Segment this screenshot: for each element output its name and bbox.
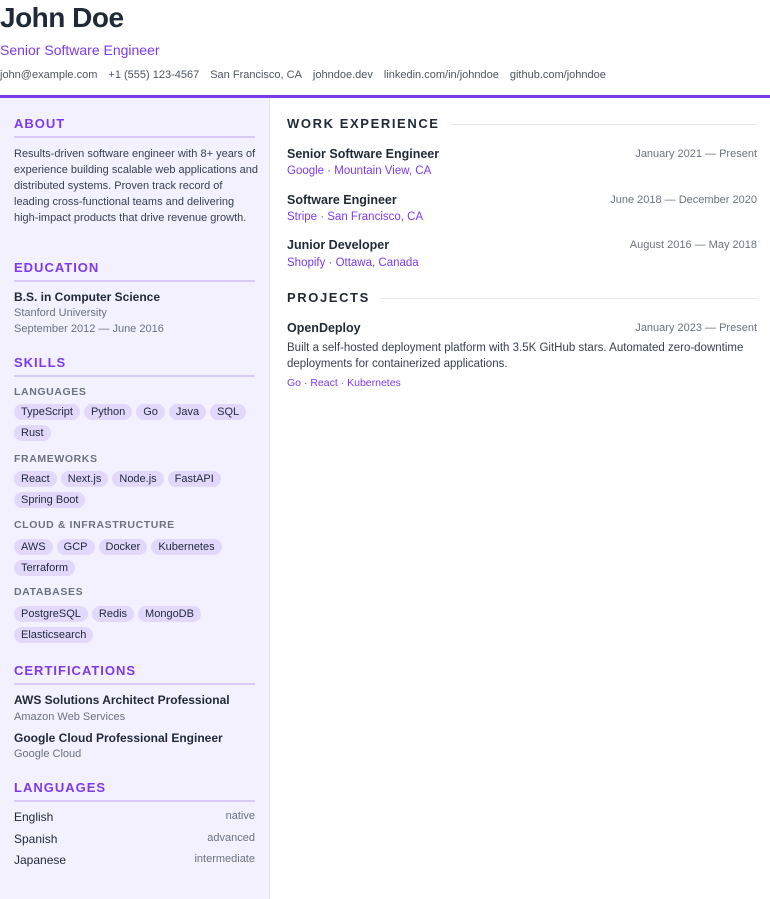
- certification-name: AWS Solutions Architect Professional: [14, 693, 230, 707]
- contact-line: [0, 68, 617, 82]
- skill-tag: React: [14, 471, 57, 487]
- language-level: advanced: [207, 832, 255, 844]
- work-experience-heading: [287, 116, 757, 132]
- job-entry: [287, 147, 757, 187]
- languages-heading: LANGUAGES: [14, 780, 255, 802]
- job-title: Senior Software Engineer: [287, 147, 440, 161]
- skill-tag: Next.js: [61, 471, 109, 487]
- skill-tag: Python: [84, 404, 132, 420]
- skill-tag: SQL: [210, 404, 246, 420]
- skill-category-frameworks: FRAMEWORKS: [14, 453, 98, 465]
- contact-linkedin[interactable]: linkedin.com/in/johndoe: [383, 69, 499, 81]
- project-tech-stack: Go · React · Kubernetes: [287, 377, 401, 389]
- language-row: [14, 810, 255, 826]
- skill-tag: Rust: [14, 425, 51, 441]
- contact-github[interactable]: github.com/johndoe: [509, 69, 606, 81]
- language-level: native: [225, 810, 255, 822]
- skill-tag: Terraform: [14, 560, 75, 576]
- contact-website[interactable]: johndoe.dev: [312, 69, 373, 81]
- job-company: Stripe · San Francisco, CA: [287, 211, 424, 223]
- certification-org: Amazon Web Services: [14, 711, 126, 723]
- skill-tag: Redis: [92, 606, 134, 622]
- contact-phone[interactable]: +1 (555) 123-4567: [108, 69, 200, 81]
- about-heading: ABOUT: [14, 116, 255, 138]
- skill-tags-databases: [14, 606, 259, 643]
- education-school: Stanford University: [14, 307, 107, 319]
- language-row: [14, 832, 255, 848]
- project-name: OpenDeploy: [287, 321, 361, 335]
- candidate-title: Senior Software Engineer: [0, 42, 160, 58]
- skill-tag: Kubernetes: [151, 539, 221, 555]
- skill-tags-languages: [14, 404, 259, 441]
- project-description: Built a self-hosted deployment platform with 3.5K GitHub stars. Automated zero-downtime deployments for containerized applications.: [287, 342, 744, 370]
- skills-heading: SKILLS: [14, 355, 255, 377]
- skill-tag: GCP: [57, 539, 95, 555]
- job-company: Google · Mountain View, CA: [287, 165, 432, 177]
- projects-title: PROJECTS: [287, 290, 380, 306]
- certifications-heading: CERTIFICATIONS: [14, 663, 255, 685]
- skill-category-databases: DATABASES: [14, 586, 84, 598]
- skill-tag: Go: [136, 404, 165, 420]
- skill-category-cloud: CLOUD & INFRASTRUCTURE: [14, 519, 175, 531]
- candidate-name: John Doe: [0, 2, 124, 33]
- contact-email[interactable]: john@example.com: [0, 69, 98, 81]
- job-title: Software Engineer: [287, 193, 397, 207]
- language-name: Japanese: [14, 853, 67, 867]
- language-name: Spanish: [14, 832, 58, 846]
- job-entry: [287, 238, 757, 278]
- skill-tag: Elasticsearch: [14, 627, 93, 643]
- skill-tag: MongoDB: [138, 606, 201, 622]
- language-level: intermediate: [194, 853, 255, 865]
- resume-header: [0, 0, 770, 98]
- skill-tag: PostgreSQL: [14, 606, 88, 622]
- certification-org: Google Cloud: [14, 748, 82, 760]
- education-heading: EDUCATION: [14, 260, 255, 282]
- skill-tags-cloud: [14, 539, 259, 576]
- skill-tag: FastAPI: [168, 471, 221, 487]
- job-title: Junior Developer: [287, 238, 390, 252]
- education-degree: B.S. in Computer Science: [14, 290, 161, 304]
- main-column: [270, 98, 770, 899]
- job-company: Shopify · Ottawa, Canada: [287, 257, 419, 269]
- certification-name: Google Cloud Professional Engineer: [14, 731, 223, 745]
- skill-tag: Docker: [99, 539, 148, 555]
- skill-tag: TypeScript: [14, 404, 80, 420]
- work-experience-title: WORK EXPERIENCE: [287, 116, 450, 132]
- skill-tags-frameworks: [14, 471, 259, 508]
- contact-location: San Francisco, CA: [210, 69, 302, 81]
- job-dates: June 2018 — December 2020: [610, 194, 757, 206]
- job-dates: January 2021 — Present: [635, 148, 757, 160]
- about-text: Results-driven software engineer with 8+ years of experience building scalable web applications and distributed systems. Proven track record of leading cross-functional teams and delivering high-impact products that drive revenue growth.: [14, 148, 258, 224]
- job-dates: August 2016 — May 2018: [629, 239, 757, 251]
- skill-tag: Spring Boot: [14, 492, 85, 508]
- project-dates: January 2023 — Present: [635, 322, 757, 334]
- skill-tag: Node.js: [112, 471, 163, 487]
- language-name: English: [14, 810, 54, 824]
- education-dates: September 2012 — June 2016: [14, 323, 164, 335]
- projects-heading: [287, 290, 757, 306]
- skill-category-languages: LANGUAGES: [14, 386, 87, 398]
- skill-tag: Java: [169, 404, 206, 420]
- job-entry: [287, 193, 757, 233]
- sidebar: [0, 98, 270, 899]
- language-row: [14, 853, 255, 869]
- skill-tag: AWS: [14, 539, 53, 555]
